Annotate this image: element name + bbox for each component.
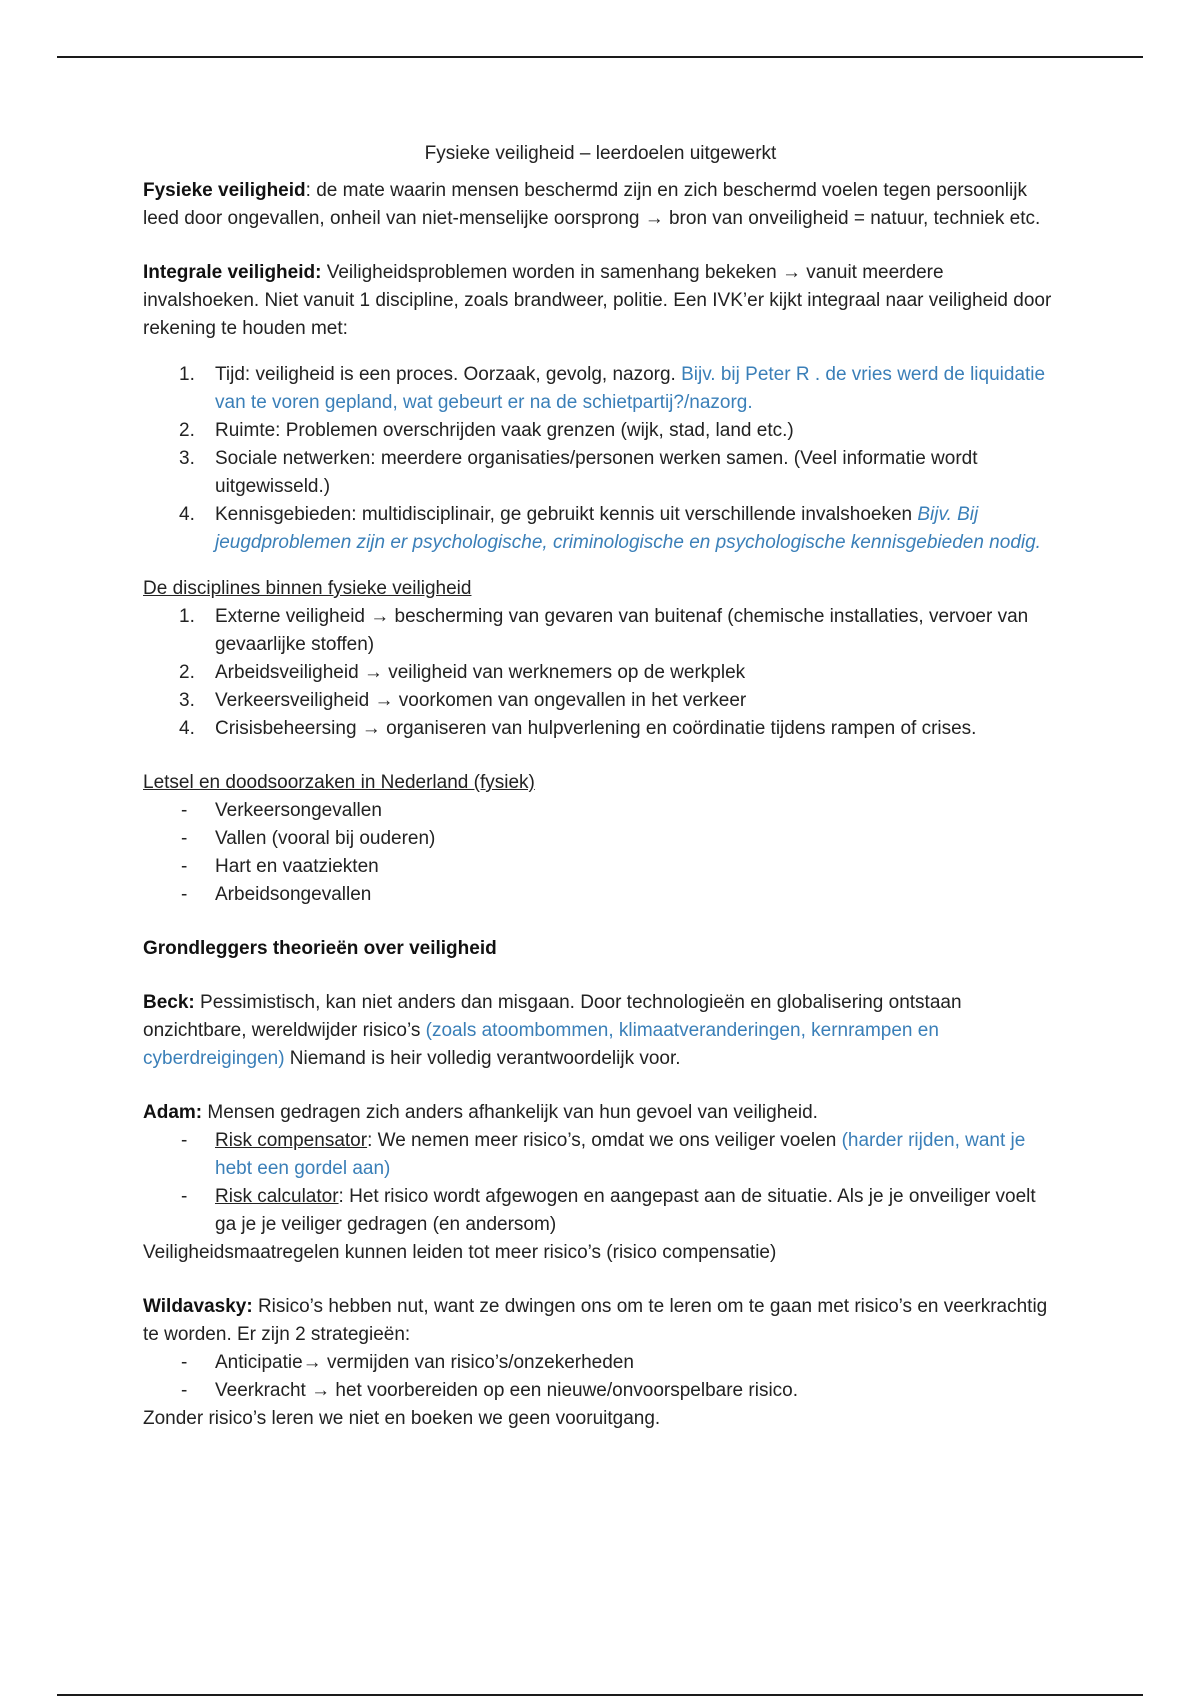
list-item-text: Vallen (vooral bij ouderen) bbox=[215, 828, 436, 849]
top-rule bbox=[57, 56, 1143, 58]
example-text: (harder rijden, want je hebt een gordel aan) bbox=[215, 1130, 1026, 1179]
adam-text: Mensen gedragen zich anders afhankelijk van hun gevoel van veiligheid. bbox=[202, 1102, 818, 1123]
definition-integrale-veiligheid bbox=[143, 259, 1058, 343]
letsel-list bbox=[143, 797, 1058, 909]
adam-list bbox=[143, 1127, 1058, 1239]
wildavasky-conclusion: Zonder risico’s leren we niet en boeken we geen vooruitgang. bbox=[143, 1408, 661, 1429]
list-number: 2. bbox=[179, 420, 195, 441]
list-item bbox=[143, 881, 1058, 909]
list-bullet: - bbox=[181, 1380, 188, 1401]
term-fysieke-veiligheid: Fysieke veiligheid bbox=[143, 180, 306, 201]
beck-paragraph bbox=[143, 989, 1058, 1073]
list-item-text: Verkeersveiligheid → voorkomen van ongevallen in het verkeer bbox=[215, 690, 747, 711]
example-text: Bijv. bij Peter R . de vries werd de liquidatie van te voren gepland, wat gebeurt er na de schietpartij?/nazorg. bbox=[215, 364, 1046, 413]
list-item-text: Arbeidsveiligheid → veiligheid van werknemers op de werkplek bbox=[215, 662, 746, 683]
list-item bbox=[143, 445, 1058, 501]
list-item bbox=[143, 1183, 1058, 1239]
bottom-rule bbox=[57, 1694, 1143, 1696]
list-bullet: - bbox=[181, 1352, 188, 1373]
list-item-text: Hart en vaatziekten bbox=[215, 856, 379, 877]
list-bullet: - bbox=[181, 800, 188, 821]
list-item bbox=[143, 603, 1058, 659]
integraal-list bbox=[143, 361, 1058, 557]
adam-conclusion: Veiligheidsmaatregelen kunnen leiden tot meer risico’s (risico compensatie) bbox=[143, 1242, 777, 1263]
list-number: 3. bbox=[179, 690, 195, 711]
list-number: 3. bbox=[179, 448, 195, 469]
list-item bbox=[143, 715, 1058, 743]
adam-paragraph bbox=[143, 1099, 1058, 1127]
list-item bbox=[143, 853, 1058, 881]
document-title: Fysieke veiligheid – leerdoelen uitgewerkt bbox=[424, 143, 777, 164]
list-item bbox=[143, 1127, 1058, 1183]
list-item bbox=[143, 797, 1058, 825]
definition-fysieke-veiligheid bbox=[143, 177, 1058, 233]
example-text: Bijv. Bij jeugdproblemen zijn er psychologische, criminologische en psychologische kennisgebieden nodig. bbox=[215, 504, 1041, 553]
list-item bbox=[143, 1377, 1058, 1405]
list-item-text: : We nemen meer risico’s, omdat we ons veiliger voelen bbox=[367, 1130, 842, 1151]
list-item bbox=[143, 687, 1058, 715]
definition-text: Veiligheidsproblemen worden in samenhang bekeken → vanuit meerdere invalshoeken. Niet vanuit 1 discipline, zoals brandweer, politie. Een IVK’er kijkt integraal naar veiligheid door rekening te houden met: bbox=[143, 262, 1052, 339]
list-number: 4. bbox=[179, 718, 195, 739]
list-item bbox=[143, 417, 1058, 445]
document-page bbox=[143, 140, 1058, 1433]
list-item-text: Verkeersongevallen bbox=[215, 800, 382, 821]
list-item-term: Risk compensator bbox=[215, 1130, 368, 1151]
list-item-text: Veerkracht → het voorbereiden op een nieuwe/onvoorspelbare risico. bbox=[215, 1380, 799, 1401]
list-item-text: Externe veiligheid → bescherming van gevaren van buitenaf (chemische installaties, vervoer van gevaarlijke stoffen) bbox=[215, 606, 1029, 655]
wildavasky-text: Risico’s hebben nut, want ze dwingen ons om te leren om te gaan met risico’s en veerkrachtig te worden. Er zijn 2 strategieën: bbox=[143, 1296, 1048, 1345]
list-bullet: - bbox=[181, 828, 188, 849]
list-item-text: Ruimte: Problemen overschrijden vaak grenzen (wijk, stad, land etc.) bbox=[215, 420, 794, 441]
list-item bbox=[143, 659, 1058, 687]
list-bullet: - bbox=[181, 1186, 188, 1207]
list-item-text: Sociale netwerken: meerdere organisaties/personen werken samen. (Veel informatie wordt uitgewisseld.) bbox=[215, 448, 978, 497]
list-item bbox=[143, 825, 1058, 853]
list-item bbox=[143, 501, 1058, 557]
adam-name: Adam: bbox=[143, 1102, 203, 1123]
definition-text: : de mate waarin mensen beschermd zijn en zich beschermd voelen tegen persoonlijk leed door ongevallen, onheil van niet-menselijke oorsprong → bron van onveiligheid = natuur, techniek etc. bbox=[143, 180, 1041, 229]
wildavasky-list bbox=[143, 1349, 1058, 1405]
list-bullet: - bbox=[181, 1130, 188, 1151]
list-item bbox=[143, 361, 1058, 417]
letsel-heading: Letsel en doodsoorzaken in Nederland (fysiek) bbox=[143, 772, 535, 793]
beck-name: Beck: bbox=[143, 992, 195, 1013]
list-item-text: Tijd: veiligheid is een proces. Oorzaak, gevolg, nazorg. bbox=[215, 364, 682, 385]
disciplines-heading: De disciplines binnen fysieke veiligheid bbox=[143, 578, 472, 599]
list-number: 1. bbox=[179, 606, 195, 627]
wildavasky-name: Wildavasky: bbox=[143, 1296, 253, 1317]
list-number: 2. bbox=[179, 662, 195, 683]
example-text: (zoals atoombommen, klimaatveranderingen, kernrampen en cyberdreigingen) bbox=[143, 1020, 939, 1069]
list-bullet: - bbox=[181, 884, 188, 905]
grondleggers-heading-text: Grondleggers theorieën over veiligheid bbox=[143, 938, 497, 959]
list-bullet: - bbox=[181, 856, 188, 877]
beck-tail: Niemand is heir volledig verantwoordelijk voor. bbox=[284, 1048, 681, 1069]
list-item bbox=[143, 1349, 1058, 1377]
beck-text: Pessimistisch, kan niet anders dan misgaan. Door technologieën en globalisering ontstaan onzichtbare, wereldwijder risico’s bbox=[143, 992, 962, 1041]
grondleggers-heading bbox=[143, 935, 1058, 963]
list-number: 1. bbox=[179, 364, 195, 385]
wildavasky-paragraph bbox=[143, 1293, 1058, 1349]
list-number: 4. bbox=[179, 504, 195, 525]
list-item-term: Risk calculator bbox=[215, 1186, 339, 1207]
list-item-text: Anticipatie→ vermijden van risico’s/onzekerheden bbox=[215, 1352, 634, 1373]
list-item-text: Kennisgebieden: multidisciplinair, ge gebruikt kennis uit verschillende invalshoeken bbox=[215, 504, 918, 525]
list-item-text: Arbeidsongevallen bbox=[215, 884, 372, 905]
list-item-text: Crisisbeheersing → organiseren van hulpverlening en coördinatie tijdens rampen of crises. bbox=[215, 718, 977, 739]
term-integrale-veiligheid: Integrale veiligheid: bbox=[143, 262, 322, 283]
list-item-text: : Het risico wordt afgewogen en aangepast aan de situatie. Als je je onveiliger voelt ga je je veiliger gedragen (en andersom) bbox=[215, 1186, 1036, 1235]
disciplines-list bbox=[143, 603, 1058, 743]
